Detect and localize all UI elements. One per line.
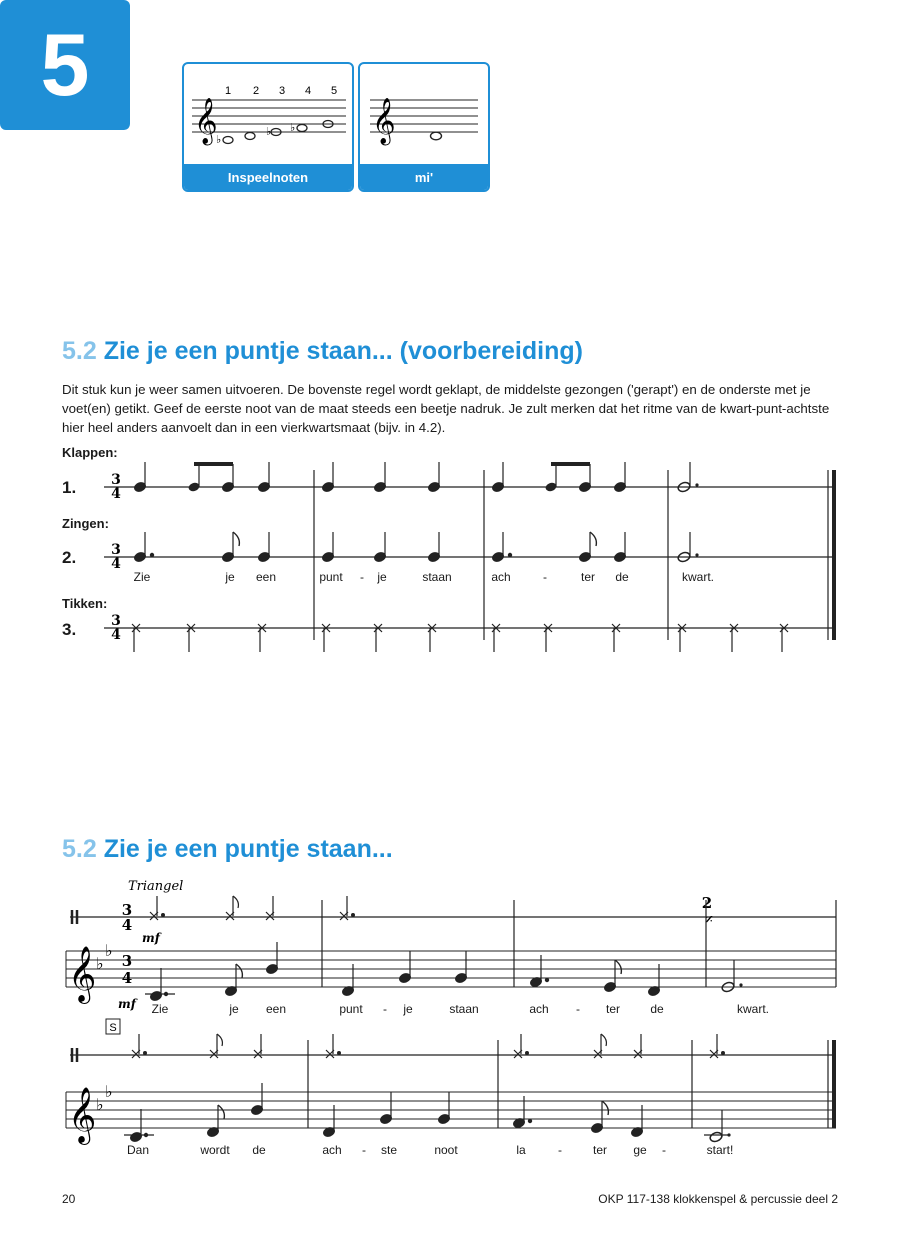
lyric-syllable: wordt (200, 1143, 230, 1157)
lyric-syllable: je (377, 570, 387, 584)
warmup-number: 1 (224, 85, 232, 97)
lyric-syllable: - (383, 1002, 387, 1016)
note-mi-caption: mi' (360, 164, 488, 190)
lyric-syllable: Dan (126, 1143, 150, 1157)
row-label-clap: Klappen: (62, 445, 118, 460)
svg-text:♭: ♭ (290, 121, 296, 134)
warmup-number: 3 (278, 85, 286, 97)
section-intro-text: Dit stuk kun je weer samen uitvoeren. De bovenste regel wordt geklapt, de middelste gezongen ('gerapt') en de onderste met je voet(en) getikt. Geef de eerste noot van de maat steeds een beetje nadruk. Je zult merken dat het ritme van de kwart-punt-achtste hier heel anders aanvoelt dan in een vierkwartsmaat (bijv. in 4.2). (62, 382, 830, 435)
book-reference: OKP 117-138 klokkenspel & percussie deel 2 (598, 1192, 838, 1206)
svg-text:3: 3 (111, 613, 121, 629)
dynamic-mark: mf (118, 997, 136, 1011)
svg-text:♭: ♭ (216, 133, 222, 146)
row-label-tap: Tikken: (62, 596, 108, 611)
lyric-syllable: start! (706, 1143, 734, 1157)
repeat-measures-icon: 𝄎 (705, 910, 713, 929)
warmup-notes-caption: Inspeelnoten (184, 164, 352, 190)
section-heading-preparation: 5.2 Zie je een puntje staan... (voorbereiding) (62, 337, 583, 365)
lyric-syllable: punt (339, 1002, 363, 1016)
svg-text:4: 4 (111, 486, 121, 502)
svg-text:♭: ♭ (105, 941, 113, 960)
svg-text:3: 3 (111, 472, 121, 488)
dynamic-mark: mf (142, 931, 160, 945)
lyric-syllable: een (255, 570, 277, 584)
lyric-syllable: ste (380, 1143, 398, 1157)
svg-text:♭: ♭ (96, 954, 104, 973)
svg-text:4: 4 (121, 916, 133, 934)
warmup-number: 2 (252, 85, 260, 97)
lyric-syllable: de (252, 1143, 266, 1157)
row-number-2: 2. (62, 548, 77, 567)
svg-text:3: 3 (121, 952, 133, 970)
svg-text:4: 4 (111, 627, 121, 643)
section-heading-piece: 5.2 Zie je een puntje staan... (62, 835, 393, 863)
lyric-syllable: - (543, 570, 547, 584)
lyric-syllable: ach (529, 1002, 549, 1016)
svg-text:♭: ♭ (96, 1095, 104, 1114)
lyric-syllable: ach (322, 1143, 342, 1157)
lyric-syllable: ach (491, 570, 511, 584)
lyric-syllable: - (362, 1143, 366, 1157)
lyric-syllable: noot (434, 1143, 458, 1157)
lyric-syllable: ge (633, 1143, 647, 1157)
svg-text:4: 4 (111, 556, 121, 572)
lyric-syllable: de (615, 570, 629, 584)
lyric-syllable: staan (422, 570, 452, 584)
warmup-number: 5 (330, 85, 338, 97)
rehearsal-mark: S (109, 1022, 117, 1034)
svg-text:3: 3 (111, 542, 121, 558)
lyric-syllable: ter (592, 1143, 608, 1157)
lyric-syllable: Zie (151, 1002, 169, 1016)
instrument-label: Triangel (128, 879, 184, 894)
row-number-1: 1. (62, 478, 77, 497)
lyric-syllable: - (576, 1002, 580, 1016)
row-label-sing: Zingen: (62, 516, 109, 531)
lyric-syllable: kwart. (681, 570, 715, 584)
lyric-syllable: een (265, 1002, 287, 1016)
lyric-syllable: je (403, 1002, 413, 1016)
lyric-syllable: punt (319, 570, 343, 584)
lyric-syllable: la (516, 1143, 526, 1157)
svg-text:♭: ♭ (105, 1082, 113, 1101)
lyric-syllable: staan (449, 1002, 479, 1016)
warmup-number: 4 (304, 85, 312, 97)
chapter-number-badge: 5 (0, 0, 130, 130)
svg-text:4: 4 (121, 969, 133, 987)
lyric-syllable: - (360, 570, 364, 584)
lyric-syllable: - (558, 1143, 562, 1157)
svg-text:3: 3 (121, 901, 133, 919)
lyric-syllable: je (225, 570, 235, 584)
treble-clef-icon: 𝄞 (68, 1087, 97, 1143)
lyric-syllable: - (662, 1143, 666, 1157)
lyric-syllable: kwart. (736, 1002, 770, 1016)
lyric-syllable: de (650, 1002, 664, 1016)
lyric-syllable: ter (605, 1002, 621, 1016)
page-number: 20 (62, 1192, 76, 1206)
treble-clef-icon: 𝄞 (372, 98, 396, 144)
lyric-syllable: ter (580, 570, 596, 584)
svg-text:♭: ♭ (266, 125, 272, 138)
lyric-syllable: je (229, 1002, 239, 1016)
treble-clef-icon: 𝄞 (68, 946, 97, 1002)
measure-count: 2 (701, 894, 713, 912)
lyric-syllable: Zie (133, 570, 151, 584)
row-number-3: 3. (62, 620, 77, 639)
treble-clef-icon: 𝄞 (194, 98, 218, 144)
